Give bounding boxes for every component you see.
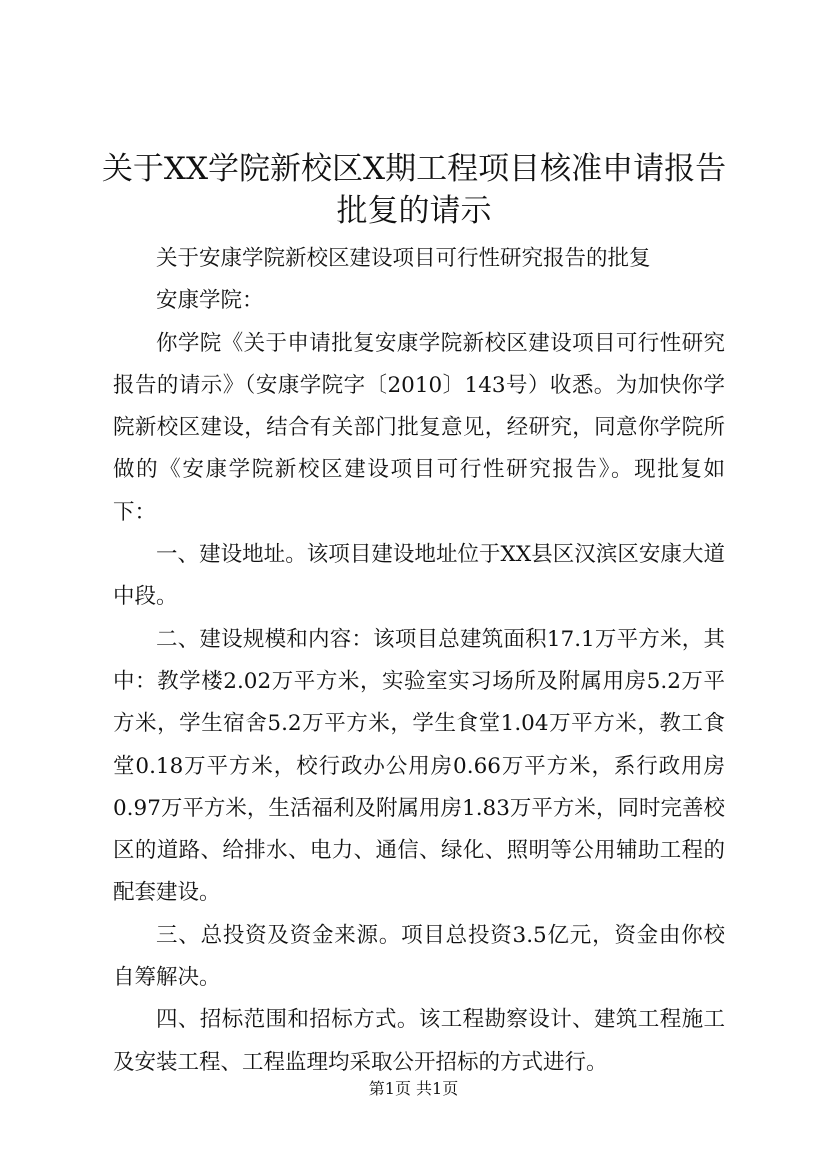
document-body (113, 238, 725, 1084)
body-paragraph-tender: 四、招标范围和招标方式。该工程勘察设计、建筑工程施工及安装工程、工程监理均采取公开招标的方式进行。 (113, 1007, 725, 1075)
subtitle-paragraph: 关于安康学院新校区建设项目可行性研究报告的批复 (156, 246, 651, 271)
document-title: 关于XX学院新校区X期工程项目核准申请报告批复的请示 (101, 151, 727, 229)
body-paragraph-scale: 二、建设规模和内容：该项目总建筑面积17.1万平方米，其中：教学楼2.02万平方米，实验室实习场所及附属用房5.2万平方米，学生宿舍5.2万平方米，学生食堂1.04万平方米，教工食堂0.18万平方米，校行政办公用房0.66万平方米，系行政用房0.97万平方米，生活福利及附属用房1.83万平方米，同时完善校区的道路、给排水、电力、通信、绿化、照明等公用辅助工程的配套建设。 (113, 626, 725, 906)
body-paragraph-investment: 三、总投资及资金来源。项目总投资3.5亿元，资金由你校自筹解决。 (113, 922, 725, 991)
page-number-footer: 第1页 共1页 (368, 1079, 459, 1098)
body-paragraph-location: 一、建设地址。该项目建设地址位于XX县区汉滨区安康大道中段。 (113, 542, 725, 610)
salutation-paragraph: 安康学院： (156, 288, 264, 314)
body-paragraph-intro: 你学院《关于申请批复安康学院新校区建设项目可行性研究报告的请示》（安康学院字〔2010〕143号）收悉。为加快你学院新校区建设，结合有关部门批复意见，经研究，同意你学院所做的《安康学院新校区建设项目可行性研究报告》。现批复如下： (113, 330, 725, 525)
